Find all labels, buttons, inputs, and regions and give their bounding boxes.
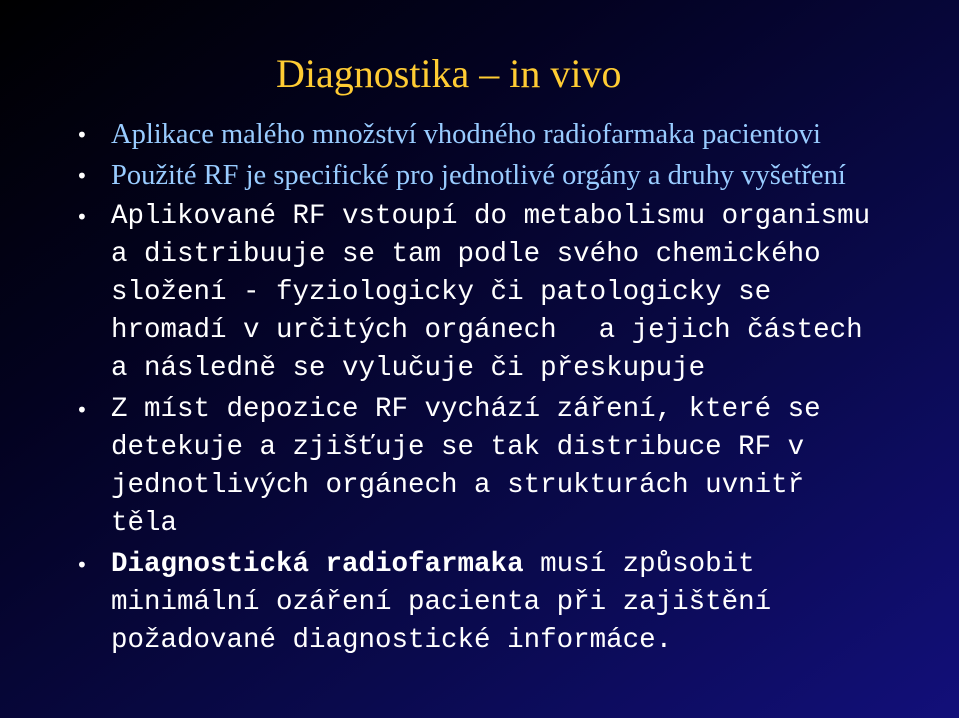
bullet-dot-icon: •	[76, 205, 88, 229]
bullet-item	[0, 157, 959, 195]
bullet-dot-icon: •	[76, 398, 88, 422]
bullet-text: Aplikace malého množství vhodného radiofarmaka pacientovi	[111, 119, 821, 150]
bullet-item	[0, 391, 959, 543]
bullet-text-part-1: Aplikované RF vstoupí do metabolismu organismu a distribuuje se tam podle svého chemického složení - fyziologicky či patologicky se hromadí v určitých orgánech	[111, 201, 871, 346]
bullet-item	[0, 116, 959, 154]
bullet-dot-icon: •	[76, 164, 88, 188]
bullet-item	[0, 546, 959, 660]
bullet-text: Z míst depozice RF vychází záření, které se detekuje a zjišťuje se tak distribuce RF v jednotlivých orgánech a strukturách uvnitř těla	[111, 394, 821, 539]
bullet-dot-icon: •	[76, 553, 88, 577]
bullet-text: Použité RF je specifické pro jednotlivé orgány a druhy vyšetření	[111, 160, 846, 191]
bullet-text: musí způsobit minimální ozáření pacienta při zajištění požadované diagnostické informáce.	[111, 549, 772, 656]
bullet-dot-icon: •	[76, 123, 88, 147]
bullet-list	[0, 116, 959, 663]
bullet-item	[0, 198, 959, 388]
bullet-text-part-2: a jejich částech a následně se vylučuje či přeskupuje	[111, 315, 863, 384]
slide-title: Diagnostika – in vivo	[276, 51, 622, 96]
bullet-bold-text: Diagnostická radiofarmaka	[111, 549, 524, 580]
